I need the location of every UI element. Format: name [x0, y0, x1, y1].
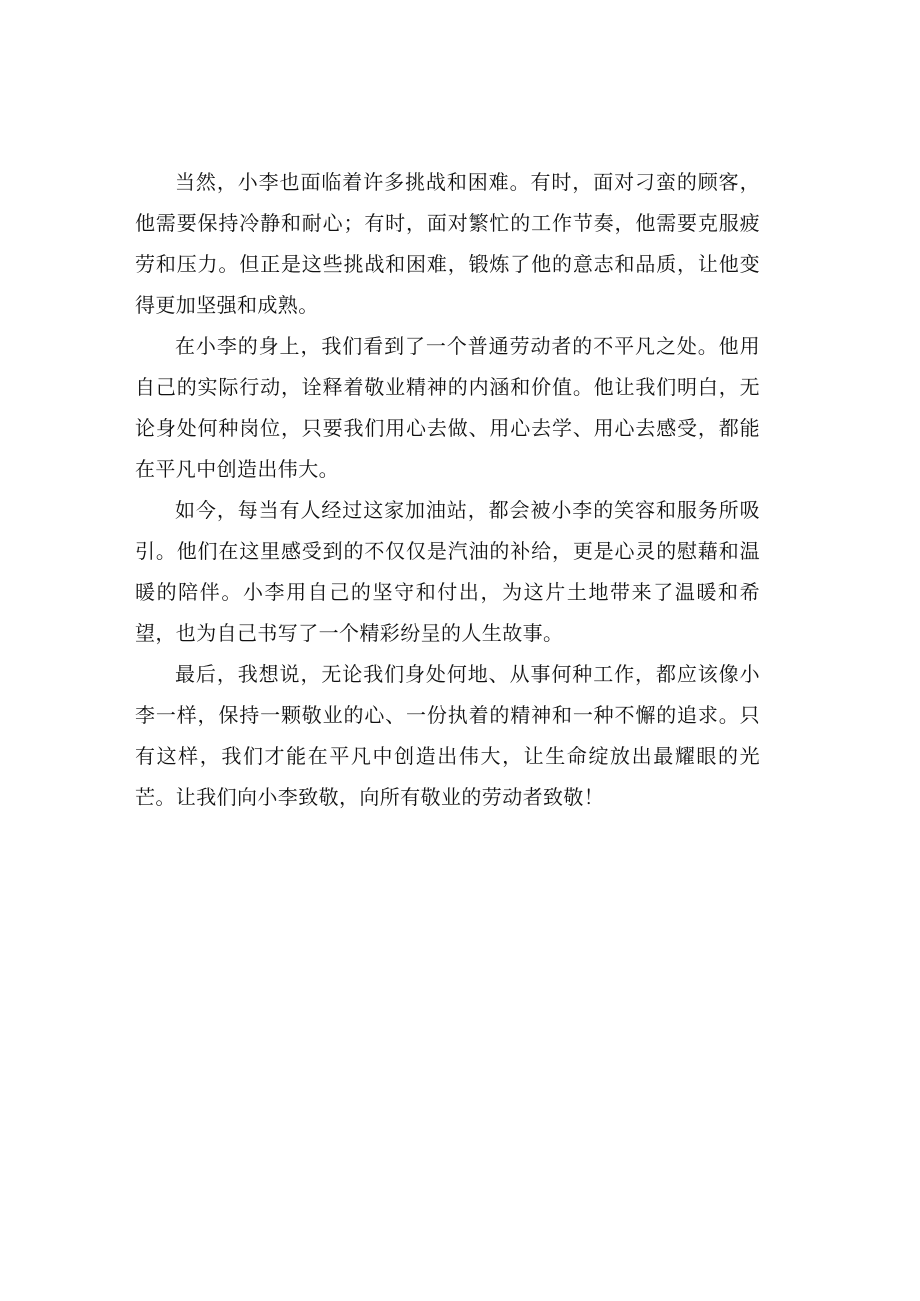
document-body	[135, 162, 760, 818]
paragraph-conclusion: 最后，我想说，无论我们身处何地、从事何种工作，都应该像小李一样，保持一颗敬业的心、一份执着的精神和一种不懈的追求。只有这样，我们才能在平凡中创造出伟大，让生命绽放出最耀眼的光芒。让我们向小李致敬，向所有敬业的劳动者致敬！	[135, 662, 760, 809]
paragraph-extraordinary: 在小李的身上，我们看到了一个普通劳动者的不平凡之处。他用自己的实际行动，诠释着敬业精神的内涵和价值。他让我们明白，无论身处何种岗位，只要我们用心去做、用心去学、用心去感受，都能在平凡中创造出伟大。	[135, 334, 760, 481]
paragraph-gas-station: 如今，每当有人经过这家加油站，都会被小李的笑容和服务所吸引。他们在这里感受到的不仅仅是汽油的补给，更是心灵的慰藉和温暖的陪伴。小李用自己的坚守和付出，为这片土地带来了温暖和希望，也为自己书写了一个精彩纷呈的人生故事。	[135, 498, 760, 645]
paragraph-challenges: 当然，小李也面临着许多挑战和困难。有时，面对刁蛮的顾客，他需要保持冷静和耐心；有时，面对繁忙的工作节奏，他需要克服疲劳和压力。但正是这些挑战和困难，锻炼了他的意志和品质，让他变得更加坚强和成熟。	[135, 170, 760, 317]
